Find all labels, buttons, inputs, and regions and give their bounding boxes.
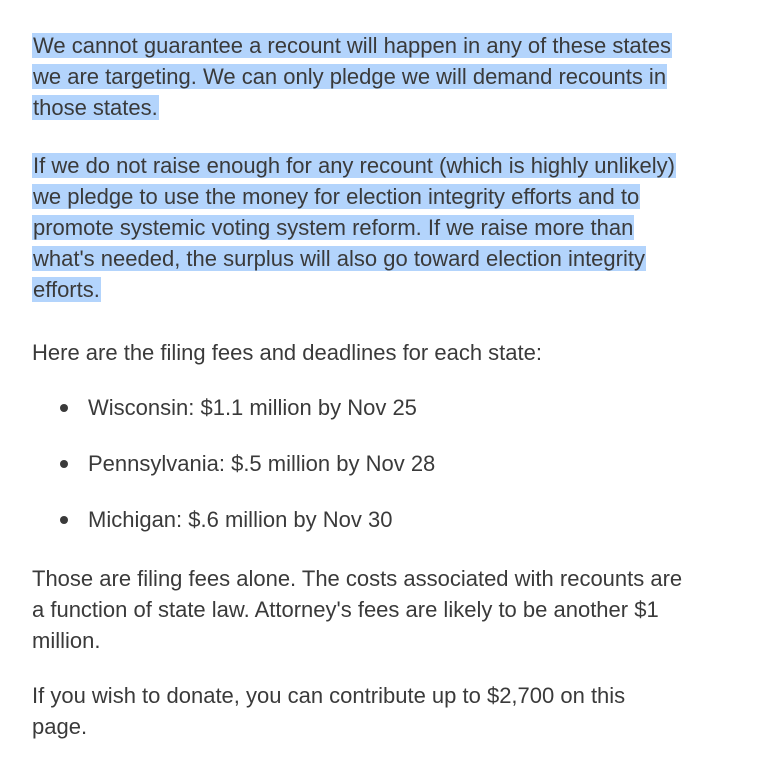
bullet-icon [60, 404, 68, 412]
text-line[interactable]: efforts. [33, 277, 100, 302]
text-line[interactable]: promote systemic voting system reform. If we raise more than [33, 215, 634, 240]
recount-guarantee-paragraph [32, 30, 737, 123]
text-line: page. [32, 714, 88, 739]
text-line: million. [32, 628, 101, 653]
text-line[interactable]: those states. [33, 95, 158, 120]
surplus-pledge-paragraph [32, 150, 737, 305]
text-line[interactable]: we pledge to use the money for election integrity efforts and to [33, 184, 640, 209]
text-line[interactable]: If we do not raise enough for any recount (which is highly unlikely) [33, 153, 676, 178]
filing-fees-list [58, 392, 435, 560]
list-item [58, 504, 435, 560]
text-line[interactable]: we are targeting. We can only pledge we will demand recounts in [33, 64, 667, 89]
list-item [58, 392, 435, 448]
bullet-icon [60, 516, 68, 524]
text-line: a function of state law. Attorney's fees are likely to be another $1 [32, 597, 659, 622]
bullet-icon [60, 460, 68, 468]
costs-paragraph [32, 563, 737, 656]
donate-paragraph [32, 680, 737, 742]
fee-wisconsin: Wisconsin: $1.1 million by Nov 25 [88, 395, 417, 420]
text-line: Those are filing fees alone. The costs associated with recounts are [32, 566, 683, 591]
list-item [58, 448, 435, 504]
fee-michigan: Michigan: $.6 million by Nov 30 [88, 507, 393, 532]
fee-pennsylvania: Pennsylvania: $.5 million by Nov 28 [88, 451, 436, 476]
text-line[interactable]: what's needed, the surplus will also go toward election integrity [33, 246, 645, 271]
fees-intro: Here are the filing fees and deadlines for each state: [32, 340, 542, 365]
text-line[interactable]: We cannot guarantee a recount will happen in any of these states [33, 33, 672, 58]
text-line: If you wish to donate, you can contribute up to $2,700 on this [32, 683, 626, 708]
